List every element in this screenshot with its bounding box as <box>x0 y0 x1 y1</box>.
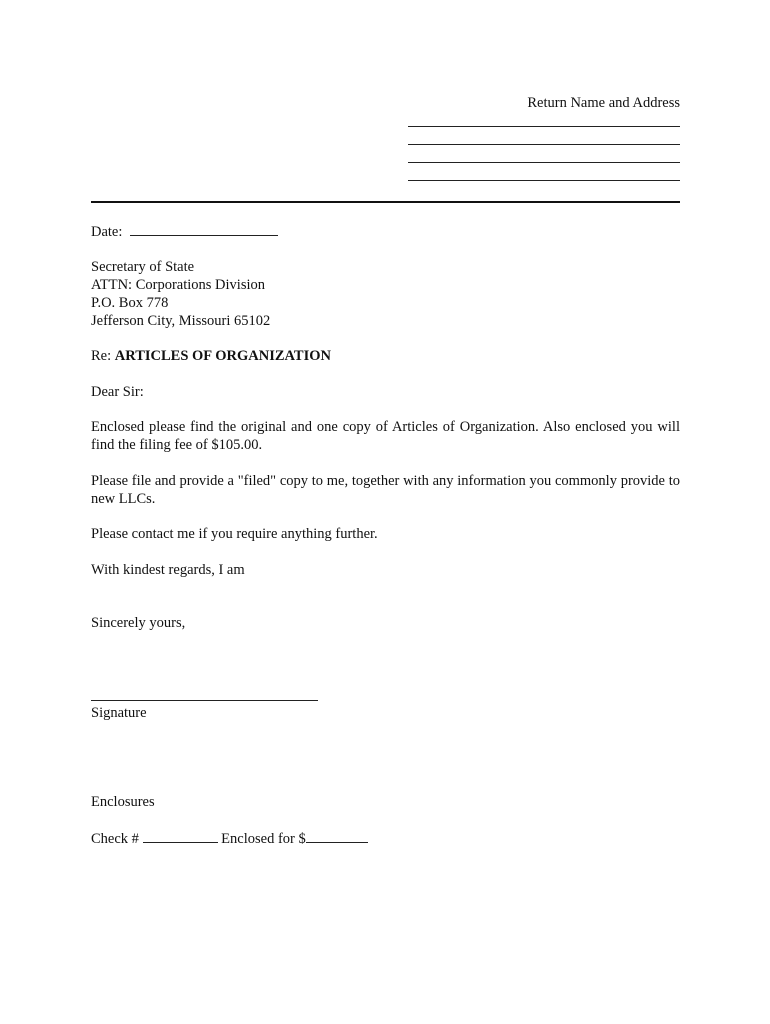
salutation: Dear Sir: <box>91 384 144 400</box>
enclosed-for-label: Enclosed for $ <box>217 831 306 847</box>
paragraph-file-request: Please file and provide a "filed" copy to me, together with any information you commonly provide to new LLCs. <box>91 473 680 507</box>
return-address-line-4[interactable] <box>408 180 680 181</box>
check-number-field[interactable] <box>143 829 218 843</box>
re-prefix: Re: <box>91 348 115 364</box>
return-address-line-1[interactable] <box>408 126 680 127</box>
date-field[interactable] <box>130 222 278 236</box>
paragraph-enclosed: Enclosed please find the original and one copy of Articles of Organization. Also enclosed you will find the filing fee of $105.00. <box>91 419 680 453</box>
return-address-line-2[interactable] <box>408 144 680 145</box>
check-row <box>91 829 680 848</box>
date-label: Date: <box>91 224 123 240</box>
recipient-address <box>91 258 680 330</box>
return-address-label: Return Name and Address <box>527 95 680 111</box>
re-line <box>91 347 680 365</box>
return-address-line-3[interactable] <box>408 162 680 163</box>
recipient-line-1: Secretary of State <box>91 259 195 275</box>
re-subject: ARTICLES OF ORGANIZATION <box>114 348 331 364</box>
paragraph-contact: Please contact me if you require anything further. <box>91 526 378 542</box>
signature-label: Signature <box>91 705 147 721</box>
enclosures-label: Enclosures <box>91 794 155 810</box>
signature-line[interactable] <box>91 700 318 701</box>
header-divider <box>91 201 680 203</box>
return-address-block <box>408 94 680 112</box>
date-row <box>91 222 680 241</box>
closing: Sincerely yours, <box>91 615 186 631</box>
amount-field[interactable] <box>306 829 368 843</box>
recipient-line-4: Jefferson City, Missouri 65102 <box>91 313 271 329</box>
check-label: Check # <box>91 831 143 847</box>
recipient-line-2: ATTN: Corporations Division <box>91 277 265 293</box>
paragraph-regards: With kindest regards, I am <box>91 562 245 578</box>
recipient-line-3: P.O. Box 778 <box>91 295 169 311</box>
